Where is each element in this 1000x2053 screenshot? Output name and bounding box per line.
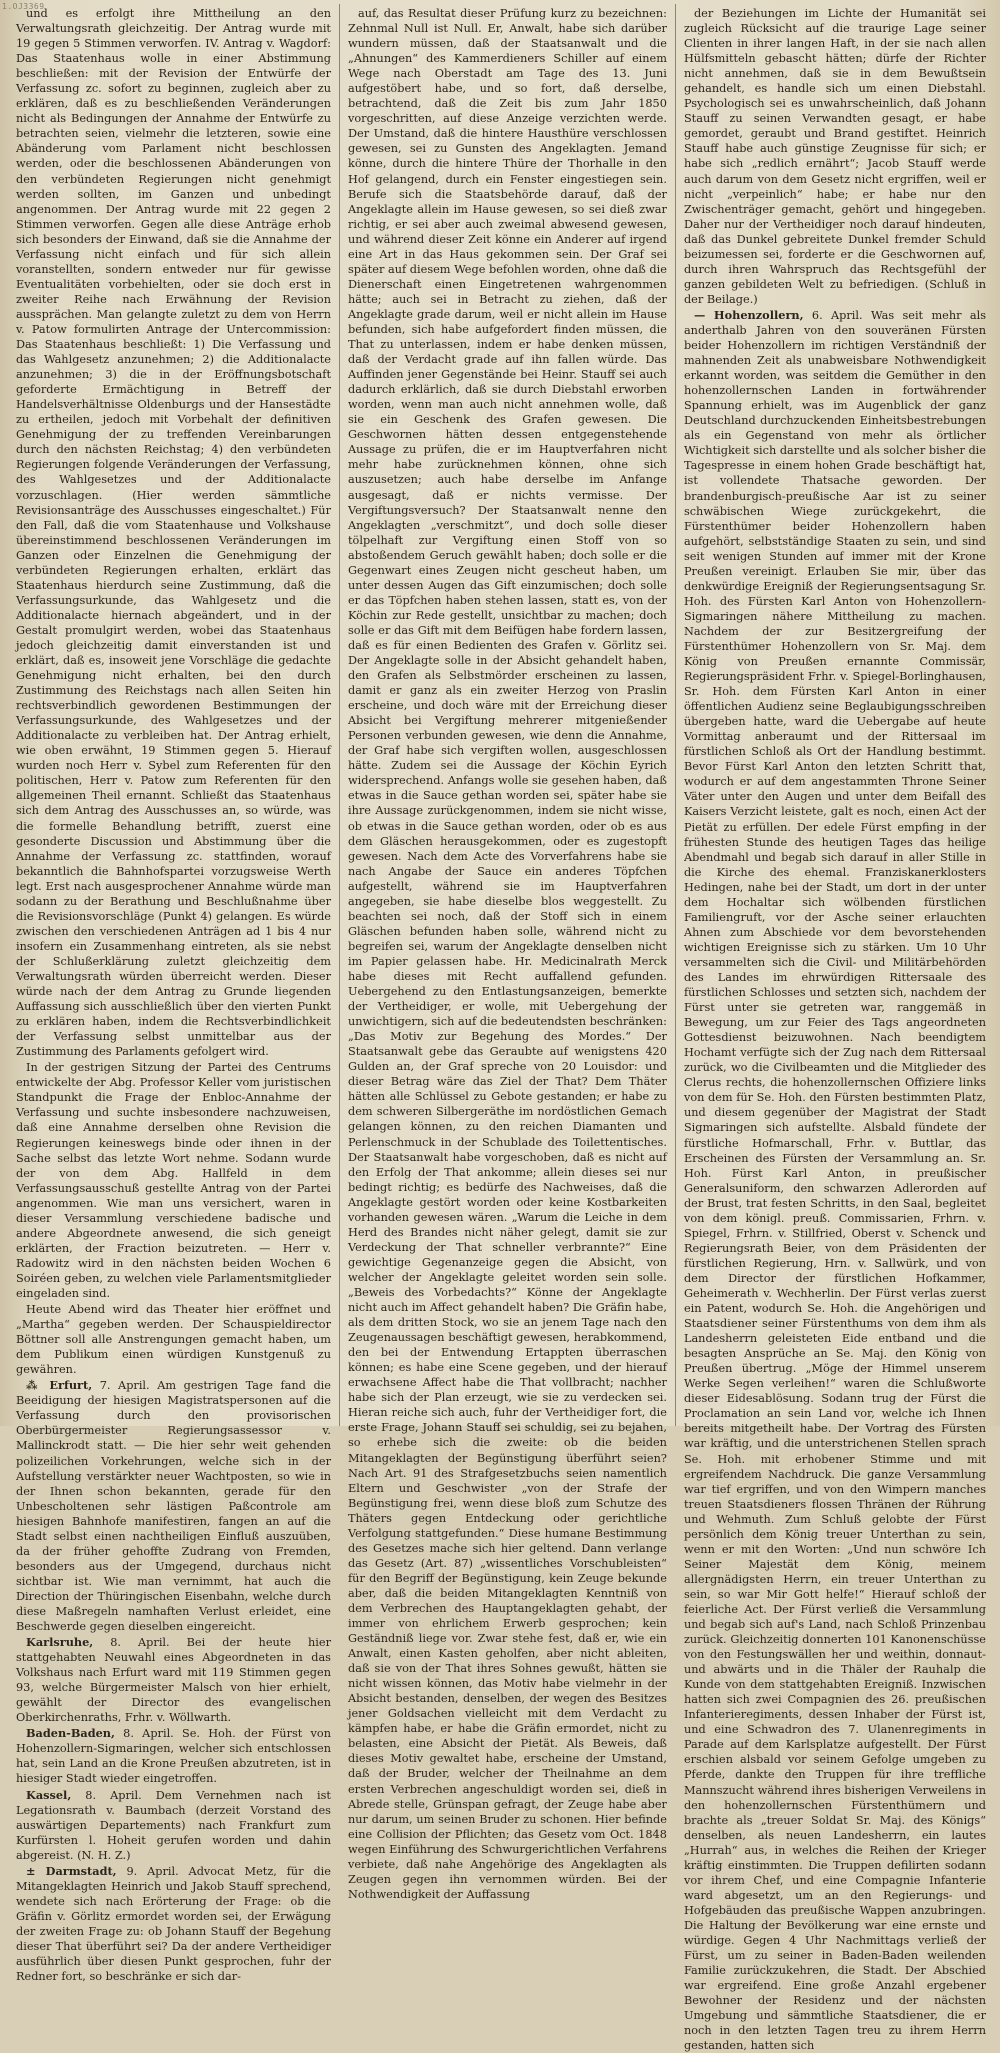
paragraph-text: Heute Abend wird das Theater hier eröffnet und „Martha“ gegeben werden. Der Schauspieldirector Böttner soll alle Anstrengungen gemacht haben, um dem Publikum einen würdigen Kunstgenuß zu gewähren. <box>16 1303 331 1377</box>
dateline: Baden-Baden, <box>26 1726 115 1741</box>
article-paragraph <box>16 1864 331 1984</box>
column-3 <box>675 4 994 2053</box>
paragraph-text: 9. April. Advocat Metz, für die Mitangeklagten Heinrich und Jakob Stauff sprechend, wendete sich nach Erörterung der Frage: ob die Gräfin v. Görlitz ermordet worden sei, der Erwägung der zweiten Frage zu: ob Johann Stauff der Begehung dieser That überführt sei? Da der andere Vertheidiger ausführlich über diesen Punkt gesprochen, fuhr der Redner fort, so beschränke er sich dar- <box>16 1864 331 1984</box>
article-paragraph <box>16 1726 331 1786</box>
dateline: — Hohenzollern, <box>693 307 804 322</box>
dateline: Karlsruhe, <box>26 1635 94 1650</box>
dateline: ± Darmstadt, <box>26 1863 117 1878</box>
archive-stamp: 1.OJ3369 <box>2 2 45 11</box>
paragraph-text: 8. April. Se. Hoh. der Fürst von Hohenzollern-Sigmaringen, welcher sich entschlossen hat, sein Land an die Krone Preußen abzutreten, ist in hiesiger Stadt wieder eingetroffen. <box>16 1727 331 1786</box>
paragraph-text: 8. April. Dem Vernehmen nach ist Legationsrath v. Baumbach (derzeit Vorstand des auswärtigen Departements) nach Frankfurt zum Kurfürsten l. Hoheit gerufen worden und dahin abgereist. (N. H. Z.) <box>16 1788 331 1862</box>
article-paragraph <box>684 308 986 2053</box>
article-paragraph <box>16 1378 331 1634</box>
paragraph-text: 8. April. Bei der heute hier stattgehabten Neuwahl eines Abgeordneten in das Volkshaus nach Erfurt ward mit 119 Stimmen gegen 93, welche Bürgermeister Malsch von hier erhielt, gewählt der Director des evangelischen Oberkirchenraths, Frhr. v. Wöllwarth. <box>16 1636 331 1725</box>
article-paragraph <box>16 6 331 1059</box>
paragraph-text: 7. April. Am gestrigen Tage fand die Beeidigung der hiesigen Magistratspersonen auf die Verfassung durch den provisorischen Oberbürgermeister Regierungsassessor v. Mallinckrodt statt. — Die hier sehr weit gehenden polizeilichen Vorkehrungen, welche sich in der Aufstellung verstärkter neuer Wachtposten, so wie in der Ihnen schon bekannten, gerade für den Unbescholtenen sehr lästigen Paßcontrole am hiesigen Bahnhofe manifestiren, fangen an auf die Stadt selbst einen nachtheiligen Einfluß auszuüben, da der früher gehoffte Zudrang von Fremden, besonders aus der Umgegend, durchaus nicht sichtbar ist. Wie man vernimmt, hat auch die Direction der Thüringischen Eisenbahn, welche durch diese Maßregeln namhaften Verlust erleidet, eine Beschwerde gegen dieselben eingereicht. <box>16 1379 331 1634</box>
dateline: Kassel, <box>26 1787 72 1802</box>
article-paragraph <box>16 1635 331 1725</box>
article-paragraph <box>16 1060 331 1301</box>
columns <box>8 4 994 2053</box>
article-paragraph <box>348 6 667 1902</box>
column-1 <box>8 4 339 1984</box>
paragraph-text: der Beziehungen im Lichte der Humanität sei zugleich Rücksicht auf die traurige Lage seiner Clienten in ihrer langen Haft, in der sie nach allen Hülfsmitteln gebascht hätten; dürfe der Richter nicht annehmen, daß sie in dem Bewußtsein gehandelt, es handle sich um einen Diebstahl. Psychologisch sei es unwahrscheinlich, daß Johann Stauff zu seinen Verwandten gesagt, er habe gemordet, geraubt und Brand gestiftet. Heinrich Stauff habe auch günstige Zeugnisse für sich; er habe sich „redlich ernährt“; Jacob Stauff werde auch darum von dem Gesetz nicht ergriffen, weil er nicht „verpeinlich“ habe; er habe nur den Zwischenträger gemacht, gehört und hingegeben. Daher nur der Vertheidiger noch darauf hindeuten, daß das Dunkel gebreitete Dunkel fremder Schuld beizumessen sei, forderte er die Geschwornen auf, durch ihren Wahrspruch das Rechtsgefühl der ganzen gebildeten Welt zu befriedigen. (Schluß in der Beilage.) <box>683 7 986 306</box>
article-paragraph <box>16 1788 331 1863</box>
article-paragraph <box>16 1302 331 1377</box>
dateline: ⁂ Erfurt, <box>26 1378 93 1393</box>
paragraph-text: auf, das Resultat dieser Prüfung kurz zu bezeichnen: Zehnmal Null ist Null. Er, Anwalt, habe sich darüber wundern müssen, daß der Staatsanwalt und die „Ahnungen“ des Kammerdieners Schiller auf einem Wege nach Oberstadt am Tage des 13. Juni aufgestöbert habe, und so fort, daß derselbe, betrachtend, daß die Zeit bis zum Jahr 1850 vorgeschritten, auf diese Anzeige verzichten werde. Der Umstand, daß die hintere Hausthüre verschlossen gewesen, sei zu Gunsten des Angeklagten. Jemand könne, durch die hintere Thüre der Thorhalle in den Hof gelangend, durch ein Fenster eingestiegen sein. Berufe sich die Staatsbehörde darauf, daß der Angeklagte allein im Hause gewesen, so sei dieß zwar richtig, er sei aber auch zweimal abwesend gewesen, und während dieser Zeit könne ein Anderer auf irgend eine Art in das Haus gekommen sein. Der Graf sei später auf diesem Wege befohlen worden, ohne daß die Dienerschaft einen Eingetretenen wahrgenommen hätte; auch sei in Betracht zu ziehen, daß der Angeklagte grade darum, weil er nicht allein im Hause befunden, sich habe aufgefordert finden müssen, die That zu unterlassen, indem er habe denken müssen, daß der Verdacht grade auf ihn fallen würde. Das Auffinden jener Gegenstände bei Heinr. Stauff sei auch dadurch erklärlich, daß sie durch Diebstahl erworben worden, wenn man auch nicht annehmen wolle, daß sie ein Geschenk des Grafen gewesen. Die Geschwornen hätten dessen entgegenstehende Aussage zu prüfen, die er im Hauptverfahren nicht mehr habe zurücknehmen können, ohne sich auszusetzen; auch habe derselbe im Anfange ausgesagt, daß er nichts vermisse. Der Vergiftungsversuch? Der Staatsanwalt nenne den Angeklagten „verschmitzt“, und doch solle dieser tölpelhaft zur Vergiftung einen Stoff von so abstoßendem Geruch gewählt haben; doch solle er die Gegenwart eines Zeugen nicht gescheut haben, um unter dessen Augen das Gift einzumischen; doch solle er das Töpfchen haben stehen lassen, statt es, von der Köchin zur Rede gestellt, unsichtbar zu machen; doch solle er das Gift mit dem Beifügen habe fordern lassen, daß es für einen Bedienten des Grafen v. Görlitz sei. Der Angeklagte solle in der Absicht gehandelt haben, den Grafen als Selbstmörder erscheinen zu lassen, damit er ganz als ein zweiter Herzog von Praslin erscheine, und doch wäre mit der Erreichung dieser Absicht bei Vergiftung mehrerer mitgenießender Personen verbunden gewesen, wie denn die Annahme, der Graf habe sich vergiften wollen, ausgeschlossen hätte. Zudem sei die Aussage der Köchin Eyrich widersprechend. Anfangs wolle sie gesehen haben, daß etwas in die Sauce gethan worden sei, später habe sie ihre Aussage zurückgenommen, indem sie nicht wisse, ob etwas in die Sauce gethan worden, oder ob es aus dem Gläschen herausgekommen, oder es zugestopft gewesen. Nach dem Acte des Vorverfahrens habe sie nach Angabe der Sauce ein anderes Töpfchen aufgestellt, während sie im Hauptverfahren angegeben, sie habe dieselbe blos weggestellt. Zu beachten sei noch, daß der Stoff sich in einem Gläschen befunden haben solle, während nicht zu begreifen sei, warum der Angeklagte denselben nicht im Papier gelassen habe. Hr. Medicinalrath Merck habe dieses mit Recht auffallend gefunden. Uebergehend zu den Entlastungsanzeigen, bemerkte der Vertheidiger, er wolle, mit Uebergehung der unwichtigern, sich auf die bedeutendsten beschränken: „Das Motiv zur Begehung des Mordes.“ Der Staatsanwalt gebe das Geraubte auf wenigstens 420 Gulden an, der Graf spreche von 20 Louisdor: und dieser Betrag wäre das Ziel der That? Dem Thäter hätten alle Schlüssel zu Gebote gestanden; er habe zu dem schweren Silbergeräthe im nordöstlichen Gemach gelangen können, zu den reichen Diamanten und Perlenschmuck in der Schublade des Toilettentisches. Der Staatsanwalt habe vorgeschoben, daß es nicht auf den Erfolg der That ankomme; allein dieses sei nur bedingt richtig; es bedürfe des Nachweises, daß die Angeklagte gestört worden oder keine Kostbarkeiten vorhanden gewesen wären. „Warum die Leiche in dem Herd des Brandes nicht näher gelegt, damit sie zur Verdeckung der That schneller verbrannte?“ Eine gewichtige Gegenanzeige gegen die Absicht, von welcher der Angeklagte geleitet worden sein solle. „Beweis des Vorbedachts?“ Könne der Angeklagte nicht auch im Affect gehandelt haben? Die Gräfin habe, als dem dritten Stock, wo sie an jenem Tage nach den Zeugenaussagen beschäftigt gewesen, herabkommend, den bei der Entwendung Ertappten überraschen können; es habe eine Scene gegeben, und der hierauf erwachsene Affect habe die That vollbracht; nachher habe sich der Plan erzeugt, wie sie zu verdecken sei. Hieran reiche sich auch, fuhr der Vertheidiger fort, die erste Frage, Johann Stauff sei schuldig, sei zu bejahen, so erhebe sich die zweite: ob die beiden Mitangeklagten der Begünstigung überführt seien? Nach Art. 91 des Strafgesetzbuchs seien namentlich Eltern und Geschwister „von der Strafe der Begünstigung frei, wenn diese bloß zum Schutze des Thäters gegen Entdeckung oder gerichtliche Verfolgung stattgefunden.“ Diese humane Bestimmung des Gesetzes mache sich hier geltend. Dann verlange das Gesetz (Art. 87) „wissentliches Vorschubleisten“ für den Begriff der Begünstigung, kein Zeuge bekunde aber, daß die beiden Mitangeklagten Kenntniß von dem Verbrechen des Hauptangeklagten gehabt, der immer von ehrlichem Erwerb gesprochen; kein Geständniß liege vor. Zwar stehe fest, daß er, wie ein Anwalt, einen Kasten geholfen, aber nicht ableiten, daß sie von der That ihres Sohnes gewußt, hätten sie nicht wissen können, das Motiv habe vielmehr in der Absicht bestanden, denselben, der wegen des Besitzes jener Goldsachen vielleicht mit dem Verdacht zu kämpfen habe, er habe die Gräfin ermordet, nicht zu belasten, eine Absicht der Pietät. Als Beweis, daß dieses Motiv gewaltet habe, erscheine der Umstand, daß der Bruder, welcher der Theilnahme an dem ersten Verbrechen angeschuldigt worden sei, dieß in Abrede stelle, Grünspan gefragt, der Zeuge habe aber nur darum, um seinen Bruder zu schonen. Hier befinde eine Collision der Pflichten; das Gesetz vom Oct. 1848 wegen Einführung des Schwurgerichtlichen Verfahrens verbiete, daß nahe Angehörige des Angeklagten als Zeugen gegen ihn vernommen würden. Bei der Nothwendigkeit der Auffassung <box>347 7 667 1901</box>
column-2 <box>339 4 675 1901</box>
paragraph-text: In der gestrigen Sitzung der Partei des Centrums entwickelte der Abg. Professor Keller vom juristischen Standpunkt die Frage der Enbloc-Annahme der Verfassung und suchte insbesondere nachzuweisen, daß eine Annahme derselben ohne Revision die Regierungen keineswegs binde oder ihnen in der Sache selbst das letzte Wort nehme. Sodann wurde der von dem Abg. Hallfeld in dem Verfassungsausschuß gestellte Antrag von der Partei angenommen. Wie man uns versichert, waren in dieser Versammlung verschiedene badische und andere Abgeordnete anwesend, die sich geneigt erklärten, der Fraction beizutreten. — Herr v. Radowitz wird in den nächsten beiden Wochen 6 Soiréen geben, zu welchen viele Parlamentsmitglieder eingeladen sind. <box>16 1061 331 1300</box>
paragraph-text: 6. April. Was seit mehr als anderthalb Jahren von den souveränen Fürsten beider Hohenzollern im richtigen Verständniß der mahnenden Zeit als unabweisbare Nothwendigkeit erkannt worden, was seitdem die Gemüther in den hohenzollernschen Landen in fortwährender Spannung erhielt, was im Augenblick der ganz Deutschland durchzuckenden Einheitsbestrebungen als ein Gegenstand von mehr als örtlicher Wichtigkeit sich darstellte und als solcher bisher die Tagespresse in einem hohen Grade beschäftigt hat, ist vollendete Thatsache geworden. Der brandenburgisch-preußische Aar ist zu seiner schwäbischen Wiege zurückgekehrt, die Fürstenthümer beider Hohenzollern haben aufgehört, selbstständige Staaten zu sein, und sind seit wenigen Stunden auf immer mit der Krone Preußen vereinigt. Erlauben Sie mir, über das denkwürdige Ereigniß der Regierungsentsagung Sr. Hoh. des Fürsten Karl Anton von Hohenzollern-Sigmaringen nähere Mittheilung zu machen. Nachdem der zur Besitzergreifung der Fürstenthümer Hohenzollern von Sr. Maj. dem König von Preußen ernannte Commissär, Regierungspräsident Frhr. v. Spiegel-Borlinghausen, Sr. Hoh. dem Fürsten Karl Anton in einer öffentlichen Audienz seine Beglaubigungsschreiben übergeben hatte, ward die Uebergabe auf heute Vormittag anberaumt und der Rittersaal im fürstlichen Schloß als Ort der Handlung bestimmt. Bevor Fürst Karl Anton den letzten Schritt that, wodurch er auf dem angestammten Throne Seiner Väter unter den Augen und unter dem Beifall des Kaisers Verzicht leistete, galt es noch, einen Act der Pietät zu erfüllen. Der edele Fürst empfing in der frühesten Stunde des heutigen Tages das heilige Abendmahl und begab sich darauf in aller Stille in die Kirche des ehemal. Franziskanerklosters Hedingen, nahe bei der Stadt, um dort in der unter dem Hochaltar sich wölbenden fürstlichen Familiengruft, vor der Asche seiner erlauchten Ahnen zum Abschiede vor dem bevorstehenden wichtigen Ereignisse sich zu stärken. Um 10 Uhr versammelten sich die Civil- und Militärbehörden des Landes im ehrwürdigen Rittersaale des fürstlichen Schlosses und setzten sich, nachdem der Fürst unter sie getreten war, ranggemäß in Bewegung, um zur Feier des Tags angeordneten Gottesdienst beizuwohnen. Nach beendigtem Hochamt verfügte sich der Zug nach dem Rittersaal zurück, wo die Civilbeamten und die Mitglieder des Clerus rechts, die hohenzollernschen Offiziere links von dem für Se. Hoh. den Fürsten bestimmten Platz, und diesem gegenüber der Magistrat der Stadt Sigmaringen sich aufstellte. Alsbald fündete der fürstliche Hofmarschall, Frhr. v. Buttlar, das Erscheinen des Fürsten der Versammlung an. Sr. Hoh. Fürst Karl Anton, in preußischer Generalsuniform, den schwarzen Adlerorden auf der Brust, trat festen Schritts, in den Saal, begleitet von dem königl. preuß. Commissarien, Frhrn. v. Spiegel, Frhrn. v. Stillfried, Oberst v. Schenck und Regierungsrath Beier, von dem Präsidenten der fürstlichen Regierung, Hrn. v. Sallwürk, und von dem Director der fürstlichen Hofkammer, Geheimerath v. Wechherlin. Der Fürst verlas zuerst ein Patent, wodurch Se. Hoh. die Angehörigen und Staatsdiener seiner Fürstenthums von dem ihm als Landesherrn geleisteten Eide entband und die besagten Ansprüche an Se. Maj. den König von Preußen übertrug. „Möge der Himmel unserem Werke Segen verleihen!“ waren die Schlußworte dieser Eidesablösung. Sodann trug der Fürst die Proclamation an sein Land vor, welche ich Ihnen bereits mitgetheilt habe. Der Vortrag des Fürsten war kräftig, und die unterstrichenen Stellen sprach Se. Hoh. mit erhobener Stimme und mit ergreifendem Nachdruck. Die ganze Versammlung war tief ergriffen, und von den Wimpern manches treuen Staatsdieners flossen Thränen der Rührung und Wehmuth. Zum Schluß gelobte der Fürst persönlich dem König treuer Unterthan zu sein, wenn er mit den Worten: „Und nun schwöre Ich Seiner Majestät dem König, meinem allergnädigsten Herrn, ein treuer Unterthan zu sein, so war Mir Gott helfe!“ Hierauf schloß der feierliche Act. Der Fürst verließ die Versammlung und begab sich auf's Land, nach Schloß Prinzenbau zurück. Gleichzeitig donnerten 101 Kanonenschüsse von den Festungswällen her und weithin, donnaut- und abwärts und in die Thäler der Rauhalp die Kunde von dem stattgehabten Ereigniß. Inzwischen hatten sich zwei Compagnien des 26. preußischen Infanterieregiments, dessen Inhaber der Fürst ist, und eine Schwadron des 7. Ulanenregiments in Parade auf dem Karlsplatze aufgestellt. Der Fürst erschien alsbald vor seinem Gefolge umgeben zu Pferde, dankte den Truppen für ihre treffliche Mannszucht während ihres bisherigen Verweilens in den hohenzollernschen Fürstenthümern und brachte als „treuer Soldat Sr. Maj. des Königs“ denselben, als neuen Landesherrn, ein lautes „Hurrah“ aus, in welches die Reihen der Krieger kräftig einstimmten. Die Truppen defilirten sodann vor ihrem Chef, und eine Compagnie Infanterie ward abgesetzt, um an den Regierungs- und Hofgebäuden das preußische Wappen anzubringen. Die Haltung der Bevölkerung war eine ernste und würdige. Gegen 4 Uhr Nachmittags verließ der Fürst, um zu seiner in Baden-Baden weilenden Familie zurückzukehren, die Stadt. Der Abschied war ergreifend. Eine große Anzahl ergebener Bewohner der Residenz und der nächsten Umgebung und sämmtliche Staatsdiener, die er noch in den letzten Tagen treu zu ihrem Herrn gestanden, hatten sich <box>683 308 986 2053</box>
paragraph-text: und es erfolgt ihre Mittheilung an den Verwaltungsrath gleichzeitig. Der Antrag wurde mit 19 gegen 5 Stimmen verworfen. IV. Antrag v. Wagdorf: Das Staatenhaus wolle in einer Abstimmung beschließen: mit der Revision der Entwürfe der Verfassung zc. sofort zu beginnen, zugleich aber zu erklären, daß es zu beschließenden Veränderungen nicht als Bedingungen der Annahme der Entwürfe zu betrachten seien, vielmehr die letzteren, sowie eine Abänderung vom Parlament nicht beschlossen werden, oder die beschlossenen Abänderungen von den verbündeten Regierungen nicht genehmigt werden sollten, im Ganzen und unbedingt angenommen. Der Antrag wurde mit 22 gegen 2 Stimmen verworfen. Gegen alle diese Anträge erhob sich besonders der Einwand, daß sie die Annahme der Verfassung nicht einfach und für sich allein voranstellten, sondern entweder nur für gewisse Eventualitäten vorbehielten, oder sie doch erst in zweiter Reihe nach Erwähnung der Revision aussprächen. Man gelangte zuletzt zu dem von Herrn v. Patow formulirten Antrage der Untercommission: Das Staatenhaus beschließt: 1) Die Verfassung und das Wahlgesetz anzunehmen; 2) die Additionalacte anzunehmen; 3) die in der Eröffnungsbotschaft geforderte Ermächtigung in Betreff der Handelsverhältnisse Oldenburgs und der Hansestädte zu ertheilen, jedoch mit Vorbehalt der definitiven Genehmigung der zu treffenden Vereinbarungen durch den nächsten Reichstag; 4) den verbündeten Regierungen folgende Veränderungen der Verfassung, des Wahlgesetzes und der Additionalacte vorzuschlagen. (Hier werden sämmtliche Revisionsanträge des Ausschusses eingeschaltet.) Für den Fall, daß die vom Staatenhause und Volkshause übereinstimmend beschlossenen Veränderungen im Ganzen oder Einzelnen die Genehmigung der verbündeten Regierungen erhalten, erklärt das Staatenhaus hierdurch seine Zustimmung, daß die Verfassungsurkunde, das Wahlgesetz und die Additionalacte hiernach abgeändert, und in der Gestalt promulgirt werden, wobei das Staatenhaus jedoch gleichzeitig damit einverstanden ist und erklärt, daß es, insoweit jene Vorschläge die gedachte Genehmigung nicht erhalten, bei den durch Zustimmung des Reichstags nach allen Seiten hin rechtsverbindlich gewordenen Bestimmungen der Verfassungsurkunde, des Wahlgesetzes und der Additionalacte zu verbleiben hat. Der Antrag erhielt, wie oben erwähnt, 19 Stimmen gegen 5. Hierauf wurden noch Herr v. Sybel zum Referenten für den politischen, Herr v. Patow zum Referenten für den allgemeinen Theil ernannt. Schließt das Staatenhaus sich dem Antrag des Ausschusses an, so würde, was die formelle Behandlung betrifft, zuerst eine gesonderte Discussion und Abstimmung über die Annahme der Verfassung zc. stattfinden, worauf bekanntlich die Bahnhofspartei vorzugsweise Werth legt. Erst nach ausgesprochener Annahme würde man sodann zu der Berathung und Beschlußnahme über die Revisionsvorschläge (Punkt 4) gelangen. Es würde zwischen den verschiedenen Anträgen ad 1 bis 4 nur insofern ein Zusammenhang eintreten, als sie nebst der Schlußerklärung zuletzt gleichzeitig dem Verwaltungsrath würden überreicht werden. Dieser würde nach der dem Antrag zu Grunde liegenden Auffassung sich ausschließlich über den vierten Punkt zu erklären haben, indem die Rechtsverbindlichkeit der Verfassung selbst unmittelbar aus der Zustimmung des Parlaments gefolgert wird. <box>16 7 331 1059</box>
article-paragraph <box>684 6 986 307</box>
